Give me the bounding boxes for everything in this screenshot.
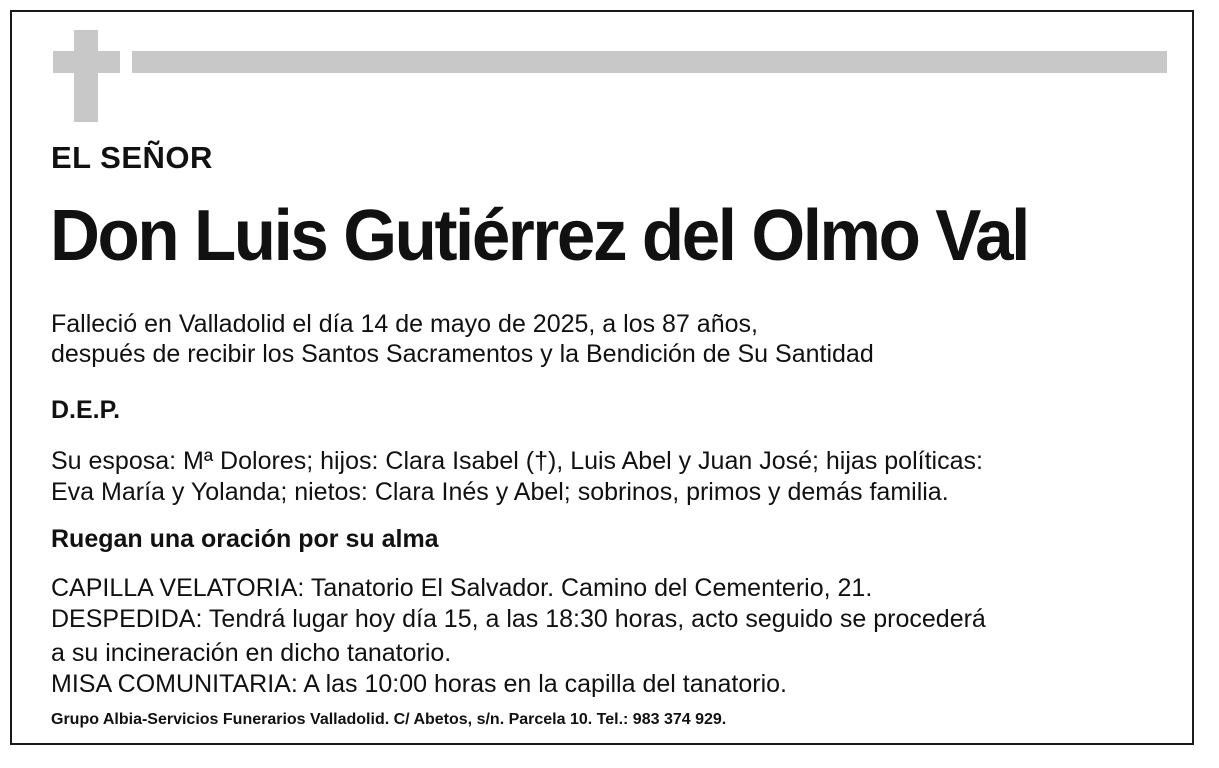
services-line-3: a su incineración en dicho tanatorio. <box>51 639 452 667</box>
cross-icon <box>74 30 98 122</box>
death-notice-line-1: Falleció en Valladolid el día 14 de mayo de 2025, a los 87 años, <box>51 310 758 338</box>
header-rule <box>132 51 1167 73</box>
family-line-1: Su esposa: Mª Dolores; hijos: Clara Isabel (†), Luis Abel y Juan José; hijas políticas: <box>51 447 983 475</box>
prayer-request: Ruegan una oración por su alma <box>51 525 439 553</box>
cross-icon-bar <box>53 51 120 73</box>
services-line-4: MISA COMUNITARIA: A las 10:00 horas en la capilla del tanatorio. <box>51 670 787 698</box>
services-line-2: DESPEDIDA: Tendrá lugar hoy día 15, a las 18:30 horas, acto seguido se procederá <box>51 605 986 633</box>
family-line-2: Eva María y Yolanda; nietos: Clara Inés y Abel; sobrinos, primos y demás familia. <box>51 478 949 506</box>
funeral-home-footer: Grupo Albia-Servicios Funerarios Valladolid. C/ Abetos, s/n. Parcela 10. Tel.: 983 374 929. <box>51 711 727 728</box>
death-notice-line-2: después de recibir los Santos Sacramentos y la Bendición de Su Santidad <box>51 340 874 368</box>
notice-border <box>10 10 1194 745</box>
services-line-1: CAPILLA VELATORIA: Tanatorio El Salvador. Camino del Cementerio, 21. <box>51 574 873 602</box>
deceased-name: Don Luis Gutiérrez del Olmo Val <box>50 196 1028 276</box>
honorific-title: EL SEÑOR <box>51 140 213 175</box>
dep-label: D.E.P. <box>51 396 121 424</box>
